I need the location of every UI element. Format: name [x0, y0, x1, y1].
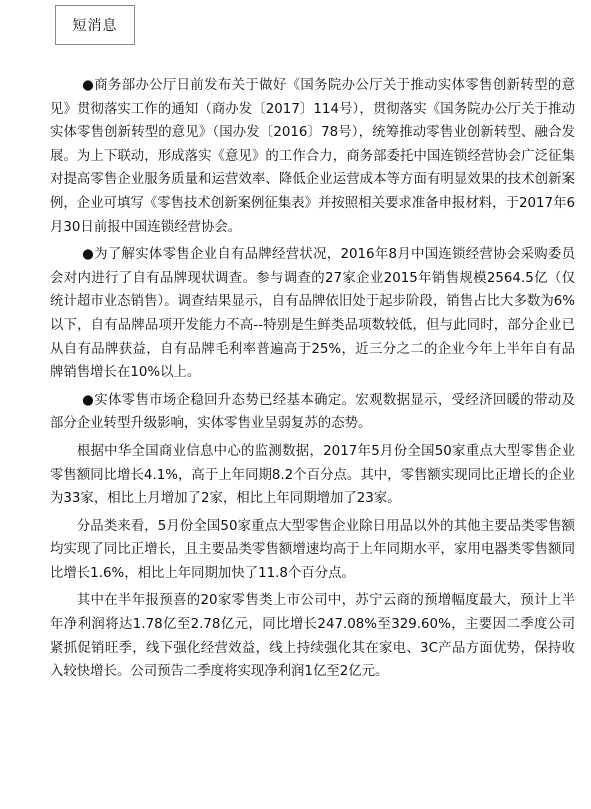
paragraph-private-label-survey: ●为了解实体零售企业自有品牌经营状况，2016年8月中国连锁经营协会采购委员会对内进行了自有品牌现状调查。参与调查的27家企业2015年销售规模2564.5亿（仅统计超市业态销售）。调查结果显示，自有品牌依旧处于起步阶段，销售占比大多数为6%以下，自有品牌品项开发能力不高--特别是生鲜类品项数较低，但与此同时，部分企业已从自有品牌获益，自有品牌毛利率普遍高于25%，近三分之二的企业今年上半年自有品牌销售增长在10%以上。	[50, 247, 575, 381]
article-body	[50, 74, 575, 688]
paragraph-market-recovery: ●实体零售市场企稳回升态势已经基本确定。宏观数据显示，受经济回暖的带动及部分企业转型升级影响，实体零售业呈弱复苏的态势。	[50, 392, 575, 432]
paragraph-monitoring-data: 根据中华全国商业信息中心的监测数据，2017年5月份全国50家重点大型零售企业零售额同比增长4.1%，高于上年同期8.2个百分点。其中，零售额实现同比正增长的企业为33家，相比上月增加了2家，相比上年同期增加了23家。	[50, 443, 575, 507]
paragraph-category-analysis: 分品类来看，5月份全国50家重点大型零售企业除日用品以外的其他主要品类零售额均实现了同比正增长，且主要品类零售额增速均高于上年同期水平，家用电器类零售额同比增长1.6%，相比上年同期加快了11.8个百分点。	[50, 518, 575, 581]
paragraph-retail-innovation-notice: ●商务部办公厅日前发布关于做好《国务院办公厅关于推动实体零售创新转型的意见》贯彻落实工作的通知（商办发〔2017〕114号），贯彻落实《国务院办公厅关于推动实体零售创新转型的意见》（国办发〔2016〕78号），统筹推动零售业创新转型、融合发展。为上下联动，形成落实《意见》的工作合力，商务部委托中国连锁经营协会广泛征集对提高零售企业服务质量和运营效率、降低企业运营成本等方面有明显效果的技术创新案例，企业可填写《零售技术创新案例征集表》并按照相关要求准备申报材料，于2017年6月30日前报中国连锁经营协会。	[50, 78, 575, 235]
short-message-tab	[55, 5, 135, 45]
tab-label: 短消息	[72, 18, 118, 34]
paragraph-listed-companies: 其中在半年报预喜的20家零售类上市公司中，苏宁云商的预增幅度最大，预计上半年净利润将达1.78亿至2.78亿元，同比增长247.08%至329.60%，主要因二季度公司紧抓促销旺季，线下强化经营效益，线上持续强化其在家电、3C产品方面优势，保持收入较快增长。公司预告二季度将实现净利润1亿至2亿元。	[50, 593, 575, 680]
